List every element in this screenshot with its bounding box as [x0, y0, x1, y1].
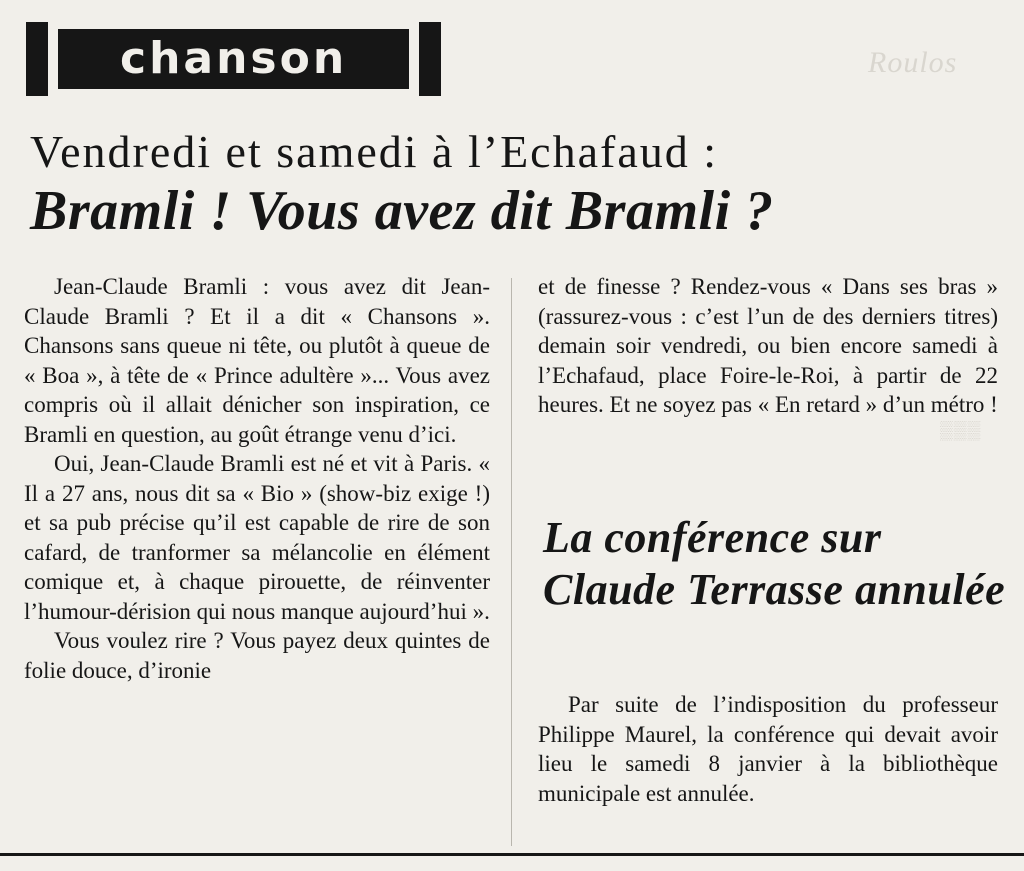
second-article-headline: La conférence sur Claude Terrasse annulée — [543, 513, 1006, 614]
section-rubric — [26, 22, 441, 96]
column-divider — [511, 278, 512, 846]
article-headline: Bramli ! Vous avez dit Bramli ? — [30, 180, 774, 242]
article-column-left — [24, 272, 490, 685]
article-kicker: Vendredi et samedi à l’Echafaud : — [30, 126, 719, 177]
paragraph: Oui, Jean-Claude Bramli est né et vit à Paris. « Il a 27 ans, nous dit sa « Bio » (show-biz exige !) et sa pub précise qu’il est capable de rire de son cafard, de tranformer sa mélancolie en élément comique et, à chaque pirouette, de réinventer l’humour-dérision qui nous manque aujourd’hui ». — [24, 451, 490, 624]
paragraph: Par suite de l’indisposition du professeur Philippe Maurel, la conférence qui devait avoir lieu le samedi 8 janvier à la bibliothèque municipale est annulée. — [538, 692, 998, 806]
paragraph: Jean-Claude Bramli : vous avez dit Jean-Claude Bramli ? Et il a dit « Chansons ». Chansons sans queue ni tête, ou plutôt à queue de « Boa », à tête de « Prince adultère »... Vous avez compris où il allait dénicher son inspiration, ce Bramli en question, au goût étrange venu d’ici. — [24, 274, 490, 447]
article-column-right — [538, 272, 998, 420]
paragraph: et de finesse ? Rendez-vous « Dans ses bras » (rassurez-vous : c’est l’un de des derniers titres) demain soir vendredi, ou bien encore samedi à l’Echafaud, place Foire-le-Roi, à partir de 22 heures. Et ne soyez pas « En retard » d’un métro ! — [538, 274, 998, 417]
rubric-bar-right — [419, 22, 441, 96]
bleed-through-text: Roulos — [868, 46, 958, 79]
rubric-label: chanson — [58, 29, 409, 89]
paragraph: Vous voulez rire ? Vous payez deux quintes de folie douce, d’ironie — [24, 628, 490, 683]
rubric-bar-left — [26, 22, 48, 96]
bleed-through-text: ▒▒▒ — [940, 420, 982, 440]
bottom-rule — [0, 853, 1024, 856]
second-article-body — [538, 690, 998, 808]
